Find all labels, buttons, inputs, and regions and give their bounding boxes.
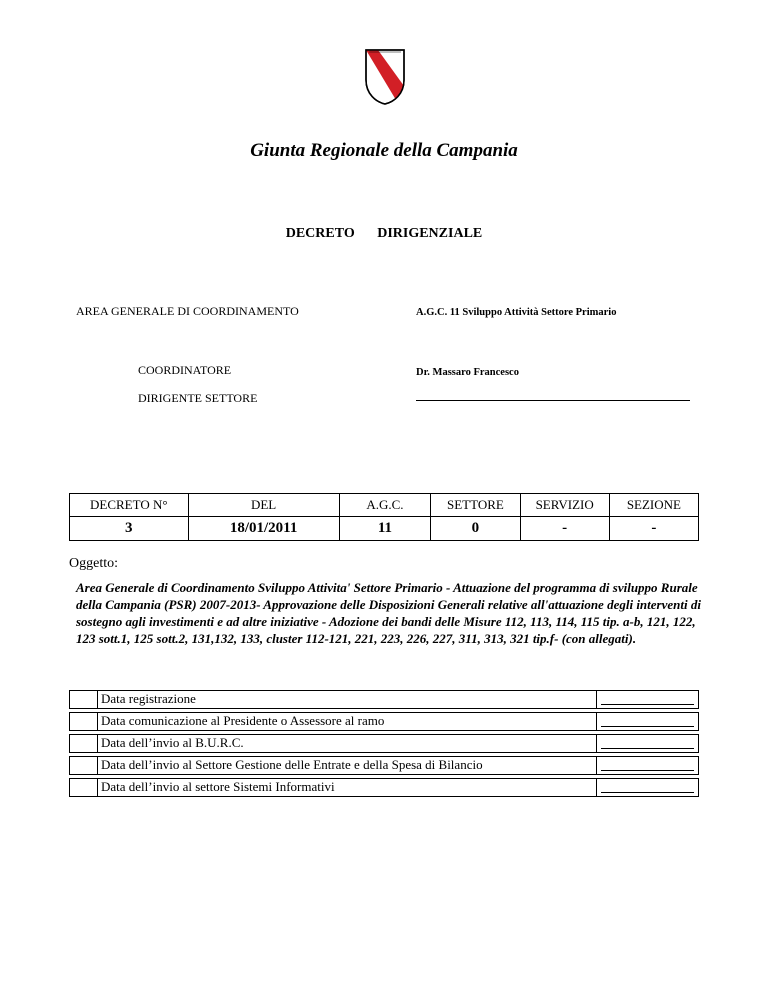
registration-row-label: Data comunicazione al Presidente o Assessore al ramo — [98, 713, 597, 731]
oggetto-text: Area Generale di Coordinamento Sviluppo Attivita' Settore Primario - Attuazione del programma di sviluppo Rurale della Campania (PSR) 2007-2013- Approvazione delle Disposizioni Generali relative all'attuazione degli interventi di sostegno agli investimenti e ad altre iniziative - Adozione dei bandi delle Misure 112, 113, 114, 115 tip. a-b, 121, 122, 123 sott.1, 125 sott.2, 131,132, 133, cluster 112-121, 221, 223, 226, 227, 311, 313, 321 tip.f- (con allegati). — [76, 580, 701, 646]
header-settore: SETTORE — [431, 494, 520, 517]
registration-row — [70, 713, 699, 731]
row-marker — [70, 691, 98, 709]
area-value: A.G.C. 11 Sviluppo Attività Settore Primario — [416, 307, 617, 318]
registration-date-field — [597, 735, 699, 753]
dirigente-label: DIRIGENTE SETTORE — [138, 391, 258, 405]
registration-row — [70, 691, 699, 709]
value-servizio: - — [520, 517, 609, 541]
registration-row-label: Data registrazione — [98, 691, 597, 709]
header-servizio: SERVIZIO — [520, 494, 609, 517]
coordinatore-label: COORDINATORE — [138, 363, 232, 377]
decree-info-table — [69, 493, 699, 541]
header-del: DEL — [188, 494, 339, 517]
header-agc: A.G.C. — [339, 494, 431, 517]
row-marker — [70, 757, 98, 775]
row-marker — [70, 779, 98, 797]
value-agc: 11 — [339, 517, 431, 541]
registration-table — [69, 690, 699, 797]
registration-row-label: Data dell’invio al Settore Gestione delle Entrate e della Spesa di Bilancio — [98, 757, 597, 775]
registration-row — [70, 779, 699, 797]
value-decreto: 3 — [70, 517, 189, 541]
dirigente-signature-line — [416, 400, 690, 401]
oggetto-label: Oggetto: — [69, 556, 118, 571]
registration-date-field — [597, 713, 699, 731]
decree-table-value-row — [70, 517, 699, 541]
value-settore: 0 — [431, 517, 520, 541]
value-sezione: - — [609, 517, 698, 541]
registration-row — [70, 757, 699, 775]
area-label: AREA GENERALE DI COORDINAMENTO — [76, 304, 299, 318]
value-del: 18/01/2011 — [188, 517, 339, 541]
registration-date-field — [597, 691, 699, 709]
document-title: Giunta Regionale della Campania — [250, 140, 518, 161]
campania-crest-icon — [360, 46, 410, 108]
registration-row — [70, 735, 699, 753]
row-marker — [70, 735, 98, 753]
document-type: DECRETO DIRIGENZIALE — [285, 226, 483, 241]
header-decreto: DECRETO N° — [70, 494, 189, 517]
coordinatore-value: Dr. Massaro Francesco — [416, 367, 519, 378]
header-sezione: SEZIONE — [609, 494, 698, 517]
registration-date-field — [597, 779, 699, 797]
registration-row-label: Data dell’invio al settore Sistemi Informativi — [98, 779, 597, 797]
registration-row-label: Data dell’invio al B.U.R.C. — [98, 735, 597, 753]
row-marker — [70, 713, 98, 731]
decree-table-header-row — [70, 494, 699, 517]
registration-date-field — [597, 757, 699, 775]
